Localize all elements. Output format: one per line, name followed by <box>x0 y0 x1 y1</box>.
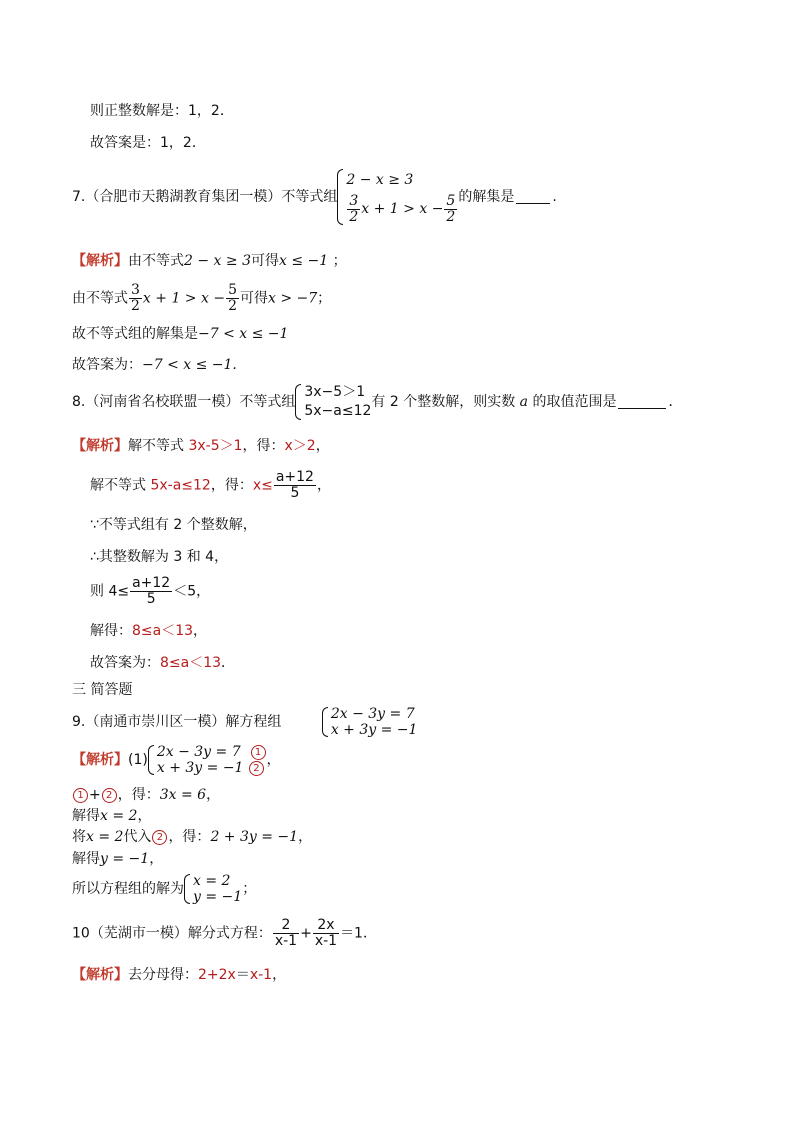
analysis-label: 【解析】 <box>72 438 128 454</box>
a7-fraction-5-2: $\frac{5}{2}$ <box>228 282 237 314</box>
q8-system-row-1: 3x−5＞1 <box>304 384 366 400</box>
q9-system-row-2: x + 3y = −1 <box>330 722 418 738</box>
q7-fraction-3-2: $\frac{3}{2}$ <box>349 192 359 225</box>
answer-blank <box>516 191 550 204</box>
question-9: 9.（南通市崇川区一模）解方程组 2x − 3y = 7 x + 3y = −1 <box>72 706 418 738</box>
circled-number-1: 1 <box>73 788 88 803</box>
analysis-7-line-3: 故不等式组的解集是−7 < x ≤ −1 <box>72 326 289 342</box>
q7-system-row-1: 2 − x ≥ 3 <box>346 172 414 188</box>
q10-fraction-2x-over-x-1: $\frac{2x}{x-1}$ <box>314 917 338 949</box>
analysis-label: 【解析】 <box>72 752 128 768</box>
circled-number-2: 2 <box>249 761 264 776</box>
analysis-8-line-2: 解不等式 5x-a≤12，得：x≤ $\frac{a+12}{5}$ ， <box>90 469 331 501</box>
circled-number-2: 2 <box>102 788 117 803</box>
circled-number-2: 2 <box>152 830 167 845</box>
analysis-8-line-1: 【解析】解不等式 3x-5＞1，得：x＞2， <box>72 438 330 454</box>
text-line-answer-1: 故答案是：1，2． <box>90 135 206 151</box>
analysis-label: 【解析】 <box>72 253 128 269</box>
a8-fraction-a12-5-b: $\frac{a+12}{5}$ <box>132 575 171 607</box>
q7-fraction-5-2: $\frac{5}{2}$ <box>446 192 456 225</box>
question-7: 7.（合肥市天鹅湖教育集团一模）不等式组 2 − x ≥ 3 $\frac{3}{2}$ x + 1 > x − $\frac{5}{2}$ 的解集是 . <box>72 168 557 226</box>
analysis-9-line-3: 解得x = 2， <box>72 808 152 824</box>
a9-solution-system: x = 2 y = −1 <box>184 873 242 905</box>
analysis-8-line-7: 故答案为：8≤a＜13． <box>90 655 236 671</box>
a7-fraction-3-2: $\frac{3}{2}$ <box>131 282 140 314</box>
analysis-9-line-6: 所以方程组的解为 x = 2 y = −1 ； <box>72 873 257 905</box>
q9-system-row-1: 2x − 3y = 7 <box>330 706 415 722</box>
analysis-9-line-4: 将x = 2代入 2 ，得：2 + 3y = −1， <box>72 829 313 845</box>
text-line-positive-integer-solutions: 则正整数解是：1，2． <box>90 103 234 119</box>
circled-number-1: 1 <box>251 745 266 760</box>
question-10: 10（芜湖市一模）解分式方程： $\frac{2}{x-1}$ + $\frac{2x}{x-1}$ ＝1． <box>72 917 377 949</box>
analysis-8-line-4: ∴其整数解为 3 和 4， <box>90 549 229 565</box>
analysis-10-line-1: 【解析】去分母得：2+2x＝x-1， <box>72 967 287 983</box>
analysis-9-line-2: 1 + 2 ，得：3x = 6， <box>72 786 220 804</box>
answer-blank <box>618 396 666 409</box>
analysis-8-line-3: ∵不等式组有 2 个整数解， <box>90 517 257 533</box>
analysis-9-line-5: 解得y = −1， <box>72 851 164 867</box>
analysis-7-line-2: 由不等式 $\frac{3}{2}$ x + 1 > x − $\frac{5}{2}$ 可得x > −7； <box>72 282 332 314</box>
analysis-8-line-6: 解得：8≤a＜13， <box>90 623 208 639</box>
analysis-7-line-1: 【解析】由不等式2 − x ≥ 3可得x ≤ −1 ； <box>72 253 347 269</box>
q10-fraction-2-over-x-1: $\frac{2}{x-1}$ <box>274 917 298 949</box>
a9-equation-system: 2x − 3y = 7 1 x + 3y = −1 2 <box>148 744 267 776</box>
q8-inequality-system <box>295 383 371 421</box>
q7-system-row-2: $\frac{3}{2}$ x + 1 > x − $\frac{5}{2}$ <box>349 192 456 225</box>
question-8: 8.（河南省名校联盟一模）不等式组 3x−5＞1 5x−a≤12 有 2 个整数解，则实数 a 的取值范围是 ． <box>72 384 683 419</box>
analysis-label: 【解析】 <box>72 967 128 983</box>
q8-system-row-2: 5x−a≤12 <box>304 403 372 419</box>
section-heading-short-answer: 三 简答题 <box>72 682 133 698</box>
analysis-8-line-5: 则 4≤ $\frac{a+12}{5}$ ＜5， <box>90 575 211 607</box>
q7-inequality-system <box>337 168 458 226</box>
analysis-9-line-1: 【解析】(1) 2x − 3y = 7 1 x + 3y = −1 2 ， <box>72 744 281 776</box>
q9-equation-system <box>322 706 418 738</box>
a8-fraction-a12-5: $\frac{a+12}{5}$ <box>275 469 314 501</box>
analysis-7-line-4: 故答案为：−7 < x ≤ −1. <box>72 357 237 373</box>
